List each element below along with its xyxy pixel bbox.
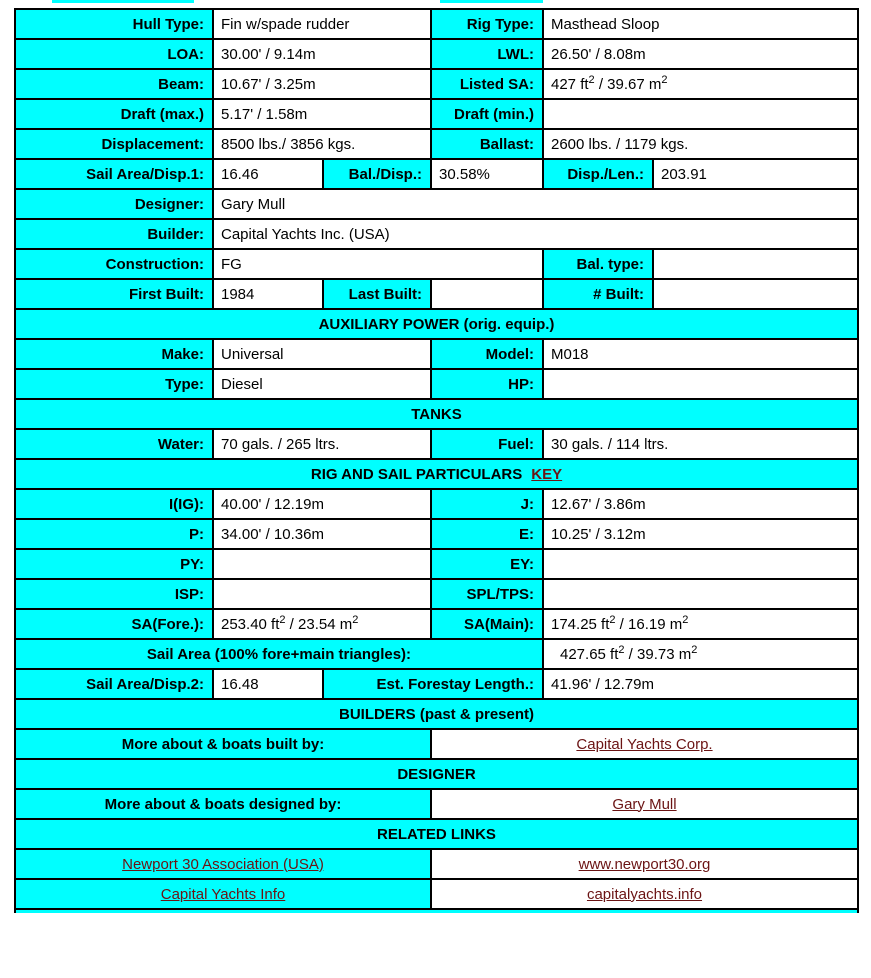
sail-area-100-value: 427.65 $ft^2 / 39.73$ $m^2$: [543, 639, 858, 669]
table-row: [15, 489, 858, 519]
beam-label: Beam:: [15, 69, 213, 99]
forestay-length-label: Est. Forestay Length.:: [323, 669, 543, 699]
table-row: [15, 699, 858, 729]
designer-value: Gary Mull: [213, 189, 858, 219]
first-built-value: 1984: [213, 279, 323, 309]
disp-len-value: 203.91: [653, 159, 858, 189]
table-row: [15, 609, 858, 639]
sa-disp2-value: 16.48: [213, 669, 323, 699]
newport30-org-link-cell: [431, 849, 858, 879]
designed-by-link-cell: [431, 789, 858, 819]
ballast-label: Ballast:: [431, 129, 543, 159]
cutoff-section-row: [15, 909, 858, 913]
water-tank-value: 70 gals. / 265 ltrs.: [213, 429, 431, 459]
num-built-value: [653, 279, 858, 309]
spl-tps-value: [543, 579, 858, 609]
rig-sail-section-header: [15, 459, 858, 489]
p-value: 34.00' / 10.36m: [213, 519, 431, 549]
designer-label: Designer:: [15, 189, 213, 219]
table-row: [15, 459, 858, 489]
sail-area-100-label: Sail Area (100% fore+main triangles):: [15, 639, 543, 669]
gary-mull-link[interactable]: Gary Mull: [612, 795, 677, 813]
newport30-org-link[interactable]: www.newport30.org: [578, 855, 711, 873]
table-row: [15, 549, 858, 579]
capitalyachts-info-link-cell: [431, 879, 858, 909]
builders-section-header: BUILDERS (past & present): [15, 699, 858, 729]
related-links-section-header: RELATED LINKS: [15, 819, 858, 849]
table-row: [15, 399, 858, 429]
spl-tps-label: SPL/TPS:: [431, 579, 543, 609]
newport30-association-link-cell: [15, 849, 431, 879]
table-row: [15, 39, 858, 69]
aux-power-section-header: AUXILIARY POWER (orig. equip.): [15, 309, 858, 339]
loa-label: LOA:: [15, 39, 213, 69]
j-label: J:: [431, 489, 543, 519]
tanks-section-header: TANKS: [15, 399, 858, 429]
sa-main-value: 174.25 $ft^2 / 16.19$ $m^2$: [543, 609, 858, 639]
draft-min-label: Draft (min.): [431, 99, 543, 129]
sa-main-label: SA(Main):: [431, 609, 543, 639]
engine-make-label: Make:: [15, 339, 213, 369]
capital-yachts-info-link[interactable]: Capital Yachts Info: [160, 885, 286, 903]
table-row: [15, 99, 858, 129]
rig-type-label: Rig Type:: [431, 9, 543, 39]
e-value: 10.25' / 3.12m: [543, 519, 858, 549]
num-built-label: # Built:: [543, 279, 653, 309]
newport30-association-link[interactable]: Newport 30 Association (USA): [122, 855, 324, 873]
table-row: [15, 129, 858, 159]
table-row: [15, 69, 858, 99]
hull-type-label: Hull Type:: [15, 9, 213, 39]
engine-model-label: Model:: [431, 339, 543, 369]
table-row: [15, 759, 858, 789]
lwl-value: 26.50' / 8.08m: [543, 39, 858, 69]
builder-value: Capital Yachts Inc. (USA): [213, 219, 858, 249]
table-row: [15, 819, 858, 849]
designed-by-label: More about & boats designed by:: [15, 789, 431, 819]
table-row: [15, 879, 858, 909]
cutoff-row-fragment-right: [440, 0, 543, 3]
table-row: [15, 189, 858, 219]
table-row: [15, 279, 858, 309]
table-row: [15, 849, 858, 879]
table-row: [15, 429, 858, 459]
i-ig-value: 40.00' / 12.19m: [213, 489, 431, 519]
bal-type-label: Bal. type:: [543, 249, 653, 279]
sa-fore-value: 253.40 $ft^2 / 23.54$ $m^2$: [213, 609, 431, 639]
draft-max-value: 5.17' / 1.58m: [213, 99, 431, 129]
table-row: [15, 909, 858, 913]
loa-value: 30.00' / 9.14m: [213, 39, 431, 69]
listed-sa-label: Listed SA:: [431, 69, 543, 99]
table-row: [15, 309, 858, 339]
cutoff-row-fragment-left: [52, 0, 194, 3]
ey-value: [543, 549, 858, 579]
p-label: P:: [15, 519, 213, 549]
isp-value: [213, 579, 431, 609]
engine-type-value: Diesel: [213, 369, 431, 399]
built-by-link-cell: [431, 729, 858, 759]
fuel-tank-label: Fuel:: [431, 429, 543, 459]
rig-type-value: Masthead Sloop: [543, 9, 858, 39]
sa-disp1-value: 16.46: [213, 159, 323, 189]
table-row: [15, 639, 858, 669]
sa-disp2-label: Sail Area/Disp.2:: [15, 669, 213, 699]
lwl-label: LWL:: [431, 39, 543, 69]
engine-make-value: Universal: [213, 339, 431, 369]
last-built-value: [431, 279, 543, 309]
table-row: [15, 789, 858, 819]
j-value: 12.67' / 3.86m: [543, 489, 858, 519]
bal-disp-label: Bal./Disp.:: [323, 159, 431, 189]
forestay-length-value: 41.96' / 12.79m: [543, 669, 858, 699]
engine-type-label: Type:: [15, 369, 213, 399]
capital-yachts-info-link-cell: [15, 879, 431, 909]
table-row: [15, 729, 858, 759]
table-row: [15, 339, 858, 369]
boat-specifications-table: [14, 8, 859, 913]
py-value: [213, 549, 431, 579]
first-built-label: First Built:: [15, 279, 213, 309]
bal-type-value: [653, 249, 858, 279]
table-row: [15, 249, 858, 279]
beam-value: 10.67' / 3.25m: [213, 69, 431, 99]
bal-disp-value: 30.58%: [431, 159, 543, 189]
ey-label: EY:: [431, 549, 543, 579]
table-row: [15, 519, 858, 549]
built-by-label: More about & boats built by:: [15, 729, 431, 759]
key-link[interactable]: KEY: [531, 465, 563, 483]
e-label: E:: [431, 519, 543, 549]
sa-disp1-label: Sail Area/Disp.1:: [15, 159, 213, 189]
rig-sail-section-title: RIG AND SAIL PARTICULARS: [310, 465, 523, 483]
displacement-value: 8500 lbs./ 3856 kgs.: [213, 129, 431, 159]
table-row: [15, 579, 858, 609]
engine-hp-value: [543, 369, 858, 399]
construction-label: Construction:: [15, 249, 213, 279]
fuel-tank-value: 30 gals. / 114 ltrs.: [543, 429, 858, 459]
i-ig-label: I(IG):: [15, 489, 213, 519]
table-row: [15, 669, 858, 699]
py-label: PY:: [15, 549, 213, 579]
engine-model-value: M018: [543, 339, 858, 369]
capital-yachts-corp-link[interactable]: Capital Yachts Corp.: [576, 735, 713, 753]
ballast-value: 2600 lbs. / 1179 kgs.: [543, 129, 858, 159]
table-row: [15, 219, 858, 249]
construction-value: FG: [213, 249, 543, 279]
table-row: [15, 369, 858, 399]
disp-len-label: Disp./Len.:: [543, 159, 653, 189]
sa-fore-label: SA(Fore.):: [15, 609, 213, 639]
draft-min-value: [543, 99, 858, 129]
engine-hp-label: HP:: [431, 369, 543, 399]
displacement-label: Displacement:: [15, 129, 213, 159]
table-row: [15, 159, 858, 189]
isp-label: ISP:: [15, 579, 213, 609]
builder-label: Builder:: [15, 219, 213, 249]
designer-section-header: DESIGNER: [15, 759, 858, 789]
hull-type-value: Fin w/spade rudder: [213, 9, 431, 39]
listed-sa-value: 427 $ft^2 / 39.67$ $m^2$: [543, 69, 858, 99]
last-built-label: Last Built:: [323, 279, 431, 309]
table-row: [15, 9, 858, 39]
draft-max-label: Draft (max.): [15, 99, 213, 129]
water-tank-label: Water:: [15, 429, 213, 459]
capitalyachts-info-link[interactable]: capitalyachts.info: [586, 885, 703, 903]
